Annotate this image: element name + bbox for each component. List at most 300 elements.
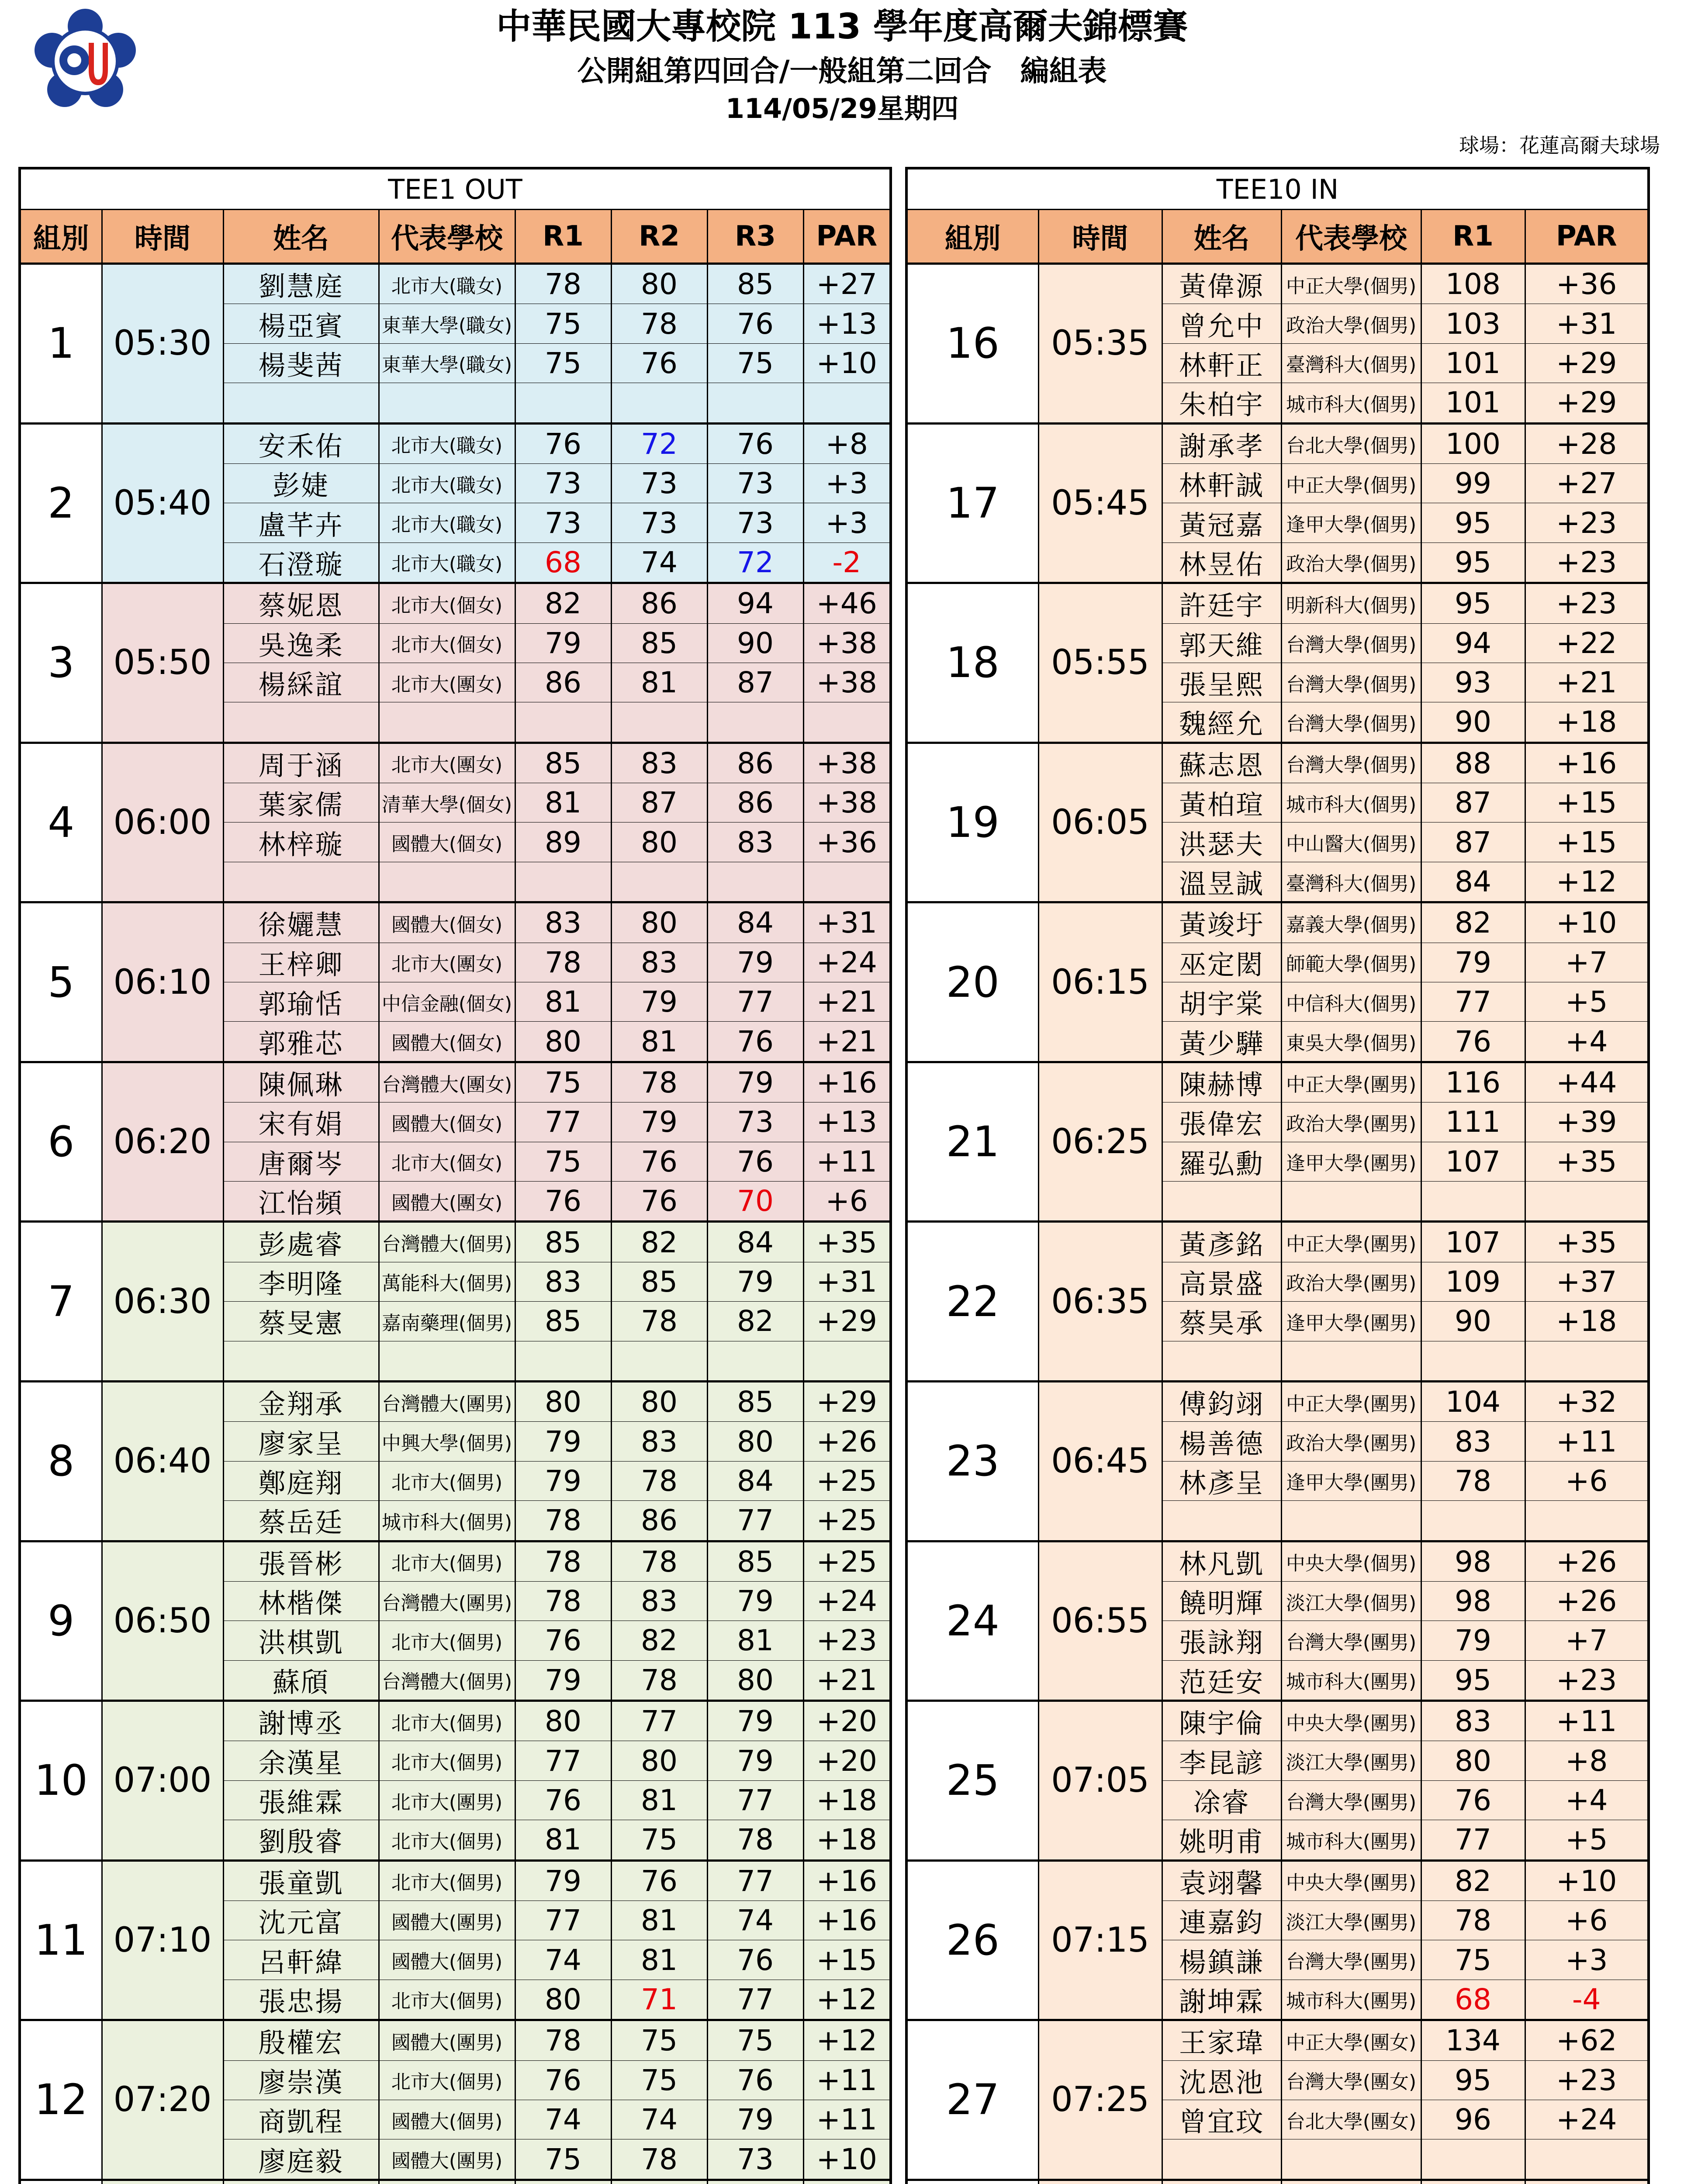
- par-total: +29: [803, 1302, 891, 1341]
- r2-score: 85: [611, 1262, 707, 1301]
- school-cell: 國體大(個男): [379, 1940, 515, 1980]
- player-name: 謝承孝: [1162, 423, 1281, 463]
- r3-score: [707, 2180, 803, 2184]
- player-name: 沈恩池: [1162, 2060, 1281, 2100]
- school-cell: 中央大學(個男): [1281, 1541, 1421, 1581]
- r1-score: 80: [515, 1980, 611, 2020]
- tee-time: 06:15: [1038, 902, 1162, 1062]
- player-name: [1162, 1341, 1281, 1381]
- school-cell: 臺灣科大(個男): [1281, 343, 1421, 383]
- school-cell: 淡江大學(團男): [1281, 1741, 1421, 1780]
- player-name: 林凡凱: [1162, 1541, 1281, 1581]
- r1-score: 109: [1421, 1262, 1525, 1301]
- par-total: [1525, 1181, 1649, 1221]
- header-row: [20, 210, 891, 264]
- r1-score: 74: [515, 1940, 611, 1980]
- r3-score: 80: [707, 1422, 803, 1461]
- school-cell: 中正大學(團男): [1281, 1222, 1421, 1262]
- r1-score: 83: [515, 902, 611, 943]
- player-row: [906, 1381, 1649, 1421]
- tee-time: 06:55: [1038, 1541, 1162, 1701]
- r3-score: 79: [707, 1062, 803, 1102]
- r3-score: 77: [707, 1780, 803, 1820]
- par-total: +12: [1525, 862, 1649, 902]
- r1-score: 76: [515, 1621, 611, 1660]
- r2-score: 83: [611, 943, 707, 982]
- r1-score: 82: [515, 583, 611, 623]
- r1-score: 77: [515, 1741, 611, 1780]
- par-total: +44: [1525, 1062, 1649, 1102]
- r2-score: 75: [611, 2060, 707, 2100]
- school-cell: [1281, 1341, 1421, 1381]
- player-name: 袁翊馨: [1162, 1860, 1281, 1901]
- r1-score: 76: [515, 423, 611, 463]
- player-name: 林彥呈: [1162, 1461, 1281, 1500]
- player-row: [20, 264, 891, 304]
- r1-score: [515, 702, 611, 743]
- player-row: [906, 743, 1649, 783]
- par-total: +26: [803, 1422, 891, 1461]
- player-row: [20, 1062, 891, 1102]
- tee-time: 06:35: [1038, 1222, 1162, 1382]
- player-name: 饒明輝: [1162, 1581, 1281, 1621]
- player-name: 林軒誠: [1162, 463, 1281, 503]
- r1-score: 86: [515, 663, 611, 702]
- player-row: [906, 1222, 1649, 1262]
- player-name: [223, 702, 379, 743]
- player-name: 廖家呈: [223, 1422, 379, 1461]
- player-name: 李明隆: [223, 1262, 379, 1301]
- r1-score: 78: [515, 1541, 611, 1581]
- par-total: +16: [803, 1860, 891, 1901]
- group-number: 3: [20, 583, 102, 743]
- player-name: 盧芊卉: [223, 503, 379, 543]
- tee-time: [102, 2180, 223, 2184]
- player-name: 羅弘勳: [1162, 1142, 1281, 1181]
- column-header: 姓名: [223, 210, 379, 264]
- r2-score: 75: [611, 2020, 707, 2060]
- r3-score: 79: [707, 943, 803, 982]
- r2-score: 81: [611, 1780, 707, 1820]
- school-cell: 北市大(個男): [379, 1701, 515, 1741]
- school-cell: 城市科大(團男): [1281, 1660, 1421, 1700]
- player-row: [906, 1541, 1649, 1581]
- par-total: +35: [803, 1222, 891, 1262]
- par-total: +22: [1525, 623, 1649, 663]
- r3-score: 79: [707, 1581, 803, 1621]
- par-total: [1525, 2180, 1649, 2184]
- r2-score: 76: [611, 1142, 707, 1181]
- school-cell: 國體大(個女): [379, 1022, 515, 1062]
- r1-score: 95: [1421, 2060, 1525, 2100]
- r2-score: 79: [611, 982, 707, 1022]
- par-total: +38: [803, 783, 891, 822]
- par-total: +25: [803, 1461, 891, 1500]
- r3-score: 70: [707, 1181, 803, 1221]
- r3-score: 76: [707, 304, 803, 343]
- r1-score: 107: [1421, 1222, 1525, 1262]
- tee-time: 05:30: [102, 264, 223, 424]
- school-cell: [379, 383, 515, 423]
- par-total: +24: [1525, 2100, 1649, 2139]
- r3-score: 84: [707, 1461, 803, 1500]
- par-total: [1525, 1341, 1649, 1381]
- r1-score: 116: [1421, 1062, 1525, 1102]
- r1-score: 87: [1421, 783, 1525, 822]
- r1-score: 89: [515, 822, 611, 862]
- r3-score: 76: [707, 1142, 803, 1181]
- player-name: [1162, 1501, 1281, 1541]
- r3-score: 76: [707, 2060, 803, 2100]
- school-cell: 清華大學(個女): [379, 783, 515, 822]
- player-name: 郭瑜恬: [223, 982, 379, 1022]
- r2-score: 78: [611, 1062, 707, 1102]
- r3-score: 81: [707, 1621, 803, 1660]
- r1-score: 85: [515, 1302, 611, 1341]
- r1-score: 75: [515, 343, 611, 383]
- r3-score: [707, 862, 803, 902]
- school-cell: 中正大學(團男): [1281, 1062, 1421, 1102]
- r1-score: [515, 862, 611, 902]
- tee-time: 06:50: [102, 1541, 223, 1701]
- school-cell: 台灣體大(團女): [379, 1062, 515, 1102]
- r1-score: 99: [1421, 463, 1525, 503]
- player-name: [1162, 2180, 1281, 2184]
- school-cell: 中信金融(個女): [379, 982, 515, 1022]
- r1-score: 95: [1421, 583, 1525, 623]
- player-name: 殷權宏: [223, 2020, 379, 2060]
- school-cell: 北市大(團女): [379, 663, 515, 702]
- player-name: 黃少驊: [1162, 1022, 1281, 1062]
- player-name: 吳逸柔: [223, 623, 379, 663]
- player-row: [20, 423, 891, 463]
- school-cell: 台灣大學(個男): [1281, 623, 1421, 663]
- player-name: 范廷安: [1162, 1660, 1281, 1700]
- player-name: 謝坤霖: [1162, 1980, 1281, 2020]
- player-name: 廖崇漢: [223, 2060, 379, 2100]
- player-name: 姚明甫: [1162, 1820, 1281, 1860]
- par-total: +18: [803, 1780, 891, 1820]
- r2-score: 81: [611, 1022, 707, 1062]
- r3-score: 82: [707, 1302, 803, 1341]
- tee10-pairing-table: [905, 167, 1650, 2184]
- r1-score: 95: [1421, 503, 1525, 543]
- column-header: 代表學校: [379, 210, 515, 264]
- school-cell: 逢甲大學(團男): [1281, 1142, 1421, 1181]
- tee-time: 07:05: [1038, 1701, 1162, 1861]
- par-total: +20: [803, 1701, 891, 1741]
- r1-score: 87: [1421, 822, 1525, 862]
- tee-label: TEE10 IN: [906, 168, 1649, 210]
- par-total: +46: [803, 583, 891, 623]
- school-cell: 北市大(個男): [379, 1461, 515, 1500]
- r1-score: 100: [1421, 423, 1525, 463]
- par-total: +5: [1525, 1820, 1649, 1860]
- r1-score: 95: [1421, 1660, 1525, 1700]
- r3-score: 84: [707, 902, 803, 943]
- par-total: +11: [1525, 1422, 1649, 1461]
- r1-score: 75: [515, 304, 611, 343]
- r1-score: 90: [1421, 1302, 1525, 1341]
- column-header: PAR: [803, 210, 891, 264]
- school-cell: [379, 2180, 515, 2184]
- player-row: [906, 2020, 1649, 2060]
- school-cell: 台灣體大(個男): [379, 1660, 515, 1700]
- player-name: 胡宇棠: [1162, 982, 1281, 1022]
- player-name: 王梓卿: [223, 943, 379, 982]
- group-number: [20, 2180, 102, 2184]
- school-cell: [379, 1341, 515, 1381]
- r3-score: 85: [707, 1541, 803, 1581]
- group-number: 22: [906, 1222, 1038, 1382]
- column-header: R1: [515, 210, 611, 264]
- player-name: 余漢星: [223, 1741, 379, 1780]
- tee-time: 06:45: [1038, 1381, 1162, 1541]
- r3-score: [707, 383, 803, 423]
- par-total: +29: [1525, 343, 1649, 383]
- player-name: 洪棋凱: [223, 1621, 379, 1660]
- r3-score: 73: [707, 463, 803, 503]
- par-total: +3: [803, 463, 891, 503]
- player-name: 巫定閎: [1162, 943, 1281, 982]
- r1-score: [1421, 2180, 1525, 2184]
- player-name: [223, 862, 379, 902]
- school-cell: 北市大(個男): [379, 2060, 515, 2100]
- r3-score: 85: [707, 1381, 803, 1421]
- r2-score: [611, 2180, 707, 2184]
- school-cell: 北市大(個男): [379, 1541, 515, 1581]
- school-cell: 台灣大學(團男): [1281, 1940, 1421, 1980]
- r3-score: 86: [707, 743, 803, 783]
- group-number: 1: [20, 264, 102, 424]
- r1-score: [1421, 1501, 1525, 1541]
- r1-score: 80: [515, 1022, 611, 1062]
- player-name: 陳宇倫: [1162, 1701, 1281, 1741]
- player-name: [1162, 1181, 1281, 1221]
- group-number: 10: [20, 1701, 102, 1861]
- school-cell: 中山醫大(個男): [1281, 822, 1421, 862]
- player-name: 周于涵: [223, 743, 379, 783]
- par-total: +15: [1525, 822, 1649, 862]
- player-name: 楊亞賓: [223, 304, 379, 343]
- school-cell: 城市科大(團男): [1281, 1820, 1421, 1860]
- par-total: +6: [1525, 1461, 1649, 1500]
- par-total: +12: [803, 1980, 891, 2020]
- player-name: 葉家儒: [223, 783, 379, 822]
- group-number: 16: [906, 264, 1038, 424]
- par-total: +26: [1525, 1581, 1649, 1621]
- par-total: +38: [803, 743, 891, 783]
- player-row: [20, 1541, 891, 1581]
- r1-score: 98: [1421, 1581, 1525, 1621]
- player-row: [20, 2180, 891, 2184]
- r1-score: 84: [1421, 862, 1525, 902]
- player-name: 鄭庭翔: [223, 1461, 379, 1500]
- r1-score: 98: [1421, 1541, 1525, 1581]
- group-number: 8: [20, 1381, 102, 1541]
- r1-score: [1421, 2139, 1525, 2180]
- r1-score: 107: [1421, 1142, 1525, 1181]
- r1-score: 76: [1421, 1022, 1525, 1062]
- tee-time: 07:00: [102, 1701, 223, 1861]
- column-header: 時間: [1038, 210, 1162, 264]
- r1-score: 78: [515, 1501, 611, 1541]
- player-name: 郭雅芯: [223, 1022, 379, 1062]
- column-header: 姓名: [1162, 210, 1281, 264]
- school-cell: 北市大(個男): [379, 1741, 515, 1780]
- school-cell: 台灣大學(團女): [1281, 2060, 1421, 2100]
- school-cell: 台灣大學(團男): [1281, 1621, 1421, 1660]
- tee-time: 05:50: [102, 583, 223, 743]
- par-total: +11: [1525, 1701, 1649, 1741]
- r2-score: 77: [611, 1701, 707, 1741]
- par-total: +16: [803, 1062, 891, 1102]
- player-name: 石澄璇: [223, 543, 379, 583]
- player-name: 徐孋慧: [223, 902, 379, 943]
- group-number: 21: [906, 1062, 1038, 1222]
- r2-score: 74: [611, 2100, 707, 2139]
- r1-score: 78: [1421, 1461, 1525, 1500]
- r2-score: 78: [611, 1461, 707, 1500]
- group-number: 12: [20, 2020, 102, 2180]
- r3-score: 73: [707, 2139, 803, 2180]
- r1-score: 111: [1421, 1102, 1525, 1142]
- school-cell: 國體大(個女): [379, 1102, 515, 1142]
- par-total: +8: [803, 423, 891, 463]
- r1-score: 88: [1421, 743, 1525, 783]
- r2-score: 78: [611, 304, 707, 343]
- tee-row: [906, 168, 1649, 210]
- school-cell: 台灣體大(團男): [379, 1381, 515, 1421]
- r3-score: 85: [707, 264, 803, 304]
- player-name: 宋有娟: [223, 1102, 379, 1142]
- par-total: +18: [803, 1820, 891, 1860]
- par-total: +12: [803, 2020, 891, 2060]
- par-total: +10: [803, 343, 891, 383]
- par-total: +23: [1525, 1660, 1649, 1700]
- player-name: 楊鎮謙: [1162, 1940, 1281, 1980]
- r1-score: 85: [515, 743, 611, 783]
- player-row: [906, 1062, 1649, 1102]
- r1-score: 83: [1421, 1422, 1525, 1461]
- par-total: +13: [803, 304, 891, 343]
- par-total: +31: [803, 1262, 891, 1301]
- player-name: 劉慧庭: [223, 264, 379, 304]
- player-row: [906, 423, 1649, 463]
- school-cell: 北市大(職女): [379, 543, 515, 583]
- school-cell: 逢甲大學(團男): [1281, 1302, 1421, 1341]
- par-total: +18: [1525, 702, 1649, 743]
- r1-score: 85: [515, 1222, 611, 1262]
- r2-score: 79: [611, 1102, 707, 1142]
- r1-score: 82: [1421, 902, 1525, 943]
- tournament-date: 114/05/29星期四: [725, 93, 959, 124]
- r1-score: [1421, 1181, 1525, 1221]
- player-name: 沈元富: [223, 1901, 379, 1940]
- r3-score: 83: [707, 822, 803, 862]
- r1-score: 76: [515, 1780, 611, 1820]
- school-cell: [379, 702, 515, 743]
- player-name: 張忠揚: [223, 1980, 379, 2020]
- player-name: 廖庭毅: [223, 2139, 379, 2180]
- column-header: R3: [707, 210, 803, 264]
- par-total: +16: [1525, 743, 1649, 783]
- r1-score: 79: [515, 1422, 611, 1461]
- r1-score: 108: [1421, 264, 1525, 304]
- player-row: [20, 2020, 891, 2060]
- player-name: 唐爾岑: [223, 1142, 379, 1181]
- school-cell: 嘉義大學(個男): [1281, 902, 1421, 943]
- r2-score: 78: [611, 1660, 707, 1700]
- r1-score: 79: [515, 1860, 611, 1901]
- column-header: 組別: [20, 210, 102, 264]
- r3-score: 79: [707, 2100, 803, 2139]
- r2-score: 80: [611, 264, 707, 304]
- par-total: +25: [803, 1541, 891, 1581]
- r2-score: 78: [611, 2139, 707, 2180]
- player-name: 蔡旻憲: [223, 1302, 379, 1341]
- group-number: 25: [906, 1701, 1038, 1861]
- player-row: [20, 1860, 891, 1901]
- r1-score: 103: [1421, 304, 1525, 343]
- tee-time: 06:20: [102, 1062, 223, 1222]
- r2-score: 72: [611, 423, 707, 463]
- par-total: +35: [1525, 1142, 1649, 1181]
- school-cell: [1281, 1181, 1421, 1221]
- r3-score: 86: [707, 783, 803, 822]
- par-total: [1525, 2139, 1649, 2180]
- player-name: 陳佩琳: [223, 1062, 379, 1102]
- par-total: +23: [1525, 503, 1649, 543]
- player-row: [20, 902, 891, 943]
- r2-score: 71: [611, 1980, 707, 2020]
- r1-score: [515, 1341, 611, 1381]
- player-name: 張晉彬: [223, 1541, 379, 1581]
- school-cell: 嘉南藥理(個男): [379, 1302, 515, 1341]
- school-cell: 國體大(團男): [379, 1901, 515, 1940]
- group-number: 17: [906, 423, 1038, 583]
- group-number: 20: [906, 902, 1038, 1062]
- school-cell: 明新科大(個男): [1281, 583, 1421, 623]
- r2-score: 81: [611, 663, 707, 702]
- player-name: 洪瑟夫: [1162, 822, 1281, 862]
- group-number: [906, 2180, 1038, 2184]
- school-cell: 中正大學(團女): [1281, 2020, 1421, 2060]
- r3-score: 73: [707, 1102, 803, 1142]
- group-number: 26: [906, 1860, 1038, 2020]
- player-name: 張呈熙: [1162, 663, 1281, 702]
- par-total: +31: [1525, 304, 1649, 343]
- r3-score: 77: [707, 982, 803, 1022]
- tee-time: 05:35: [1038, 264, 1162, 424]
- player-name: 楊斐茜: [223, 343, 379, 383]
- school-cell: 政治大學(團男): [1281, 1102, 1421, 1142]
- r3-score: 76: [707, 1022, 803, 1062]
- school-cell: 北市大(團男): [379, 1780, 515, 1820]
- r2-score: [611, 702, 707, 743]
- r1-score: 81: [515, 982, 611, 1022]
- r3-score: 75: [707, 343, 803, 383]
- par-total: +62: [1525, 2020, 1649, 2060]
- r1-score: 79: [1421, 943, 1525, 982]
- r1-score: 77: [1421, 982, 1525, 1022]
- school-cell: 城市科大(個男): [1281, 383, 1421, 423]
- player-row: [906, 583, 1649, 623]
- r1-score: 95: [1421, 543, 1525, 583]
- player-name: 彭處睿: [223, 1222, 379, 1262]
- player-name: 蔡妮恩: [223, 583, 379, 623]
- r3-score: 72: [707, 543, 803, 583]
